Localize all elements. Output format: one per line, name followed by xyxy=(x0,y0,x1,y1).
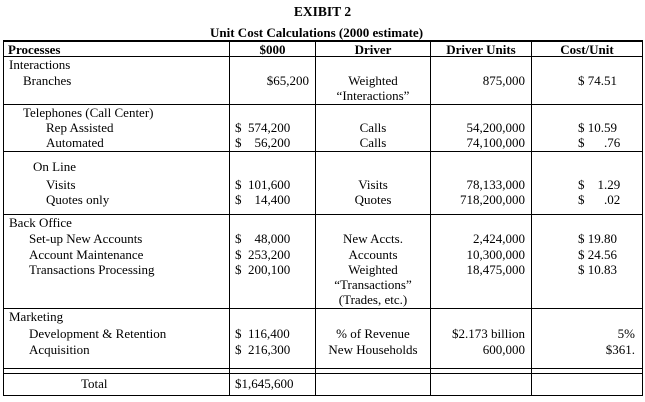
unit-cost-account-maintenance: $ 24.56 xyxy=(578,247,617,262)
unit-cost-branches: $ 74.51 xyxy=(578,73,617,88)
section-telephones: Telephones (Call Center) xyxy=(23,105,154,120)
unit-cost-acquisition: $361. xyxy=(605,342,635,357)
unit-cost-visits: $ 1.29 xyxy=(578,177,621,192)
unit-cost-rep-assisted: $ 10.59 xyxy=(578,120,617,135)
row-label-account-maintenance: Account Maintenance xyxy=(29,247,144,262)
row-label-acquisition: Acquisition xyxy=(29,342,90,357)
header-cost: $000 xyxy=(259,42,286,57)
row-label-visits: Visits xyxy=(46,177,76,192)
rule-after-telephones xyxy=(3,151,643,152)
rule-after-online xyxy=(3,214,643,215)
driver-account-maintenance: Accounts xyxy=(348,247,398,262)
rule-after-back-office xyxy=(3,308,643,309)
cost-total: $1,645,600 xyxy=(235,376,294,391)
exhibit-title: EXIBIT 2 xyxy=(293,4,352,19)
cost-visits: $ 101,600 xyxy=(235,177,291,192)
cost-development-retention: $ 116,400 xyxy=(235,326,290,341)
units-rep-assisted: 54,200,000 xyxy=(466,120,525,135)
driver-visits: Visits xyxy=(358,177,388,192)
units-branches: 875,000 xyxy=(482,73,525,88)
unit-cost-table xyxy=(3,40,643,396)
driver-acquisition: New Households xyxy=(328,342,418,357)
cost-account-maintenance: $ 253,200 xyxy=(235,247,291,262)
rule-after-marketing xyxy=(3,368,643,369)
header-driver-units: Driver Units xyxy=(446,42,516,57)
unit-cost-quotes-only: $ .02 xyxy=(578,192,621,207)
driver-quotes-only: Quotes xyxy=(354,192,392,207)
cost-branches: $65,200 xyxy=(266,73,309,88)
driver-development-retention: % of Revenue xyxy=(336,326,410,341)
row-label-total: Total xyxy=(81,376,108,391)
units-development-retention: $2.173 billion xyxy=(452,326,525,341)
col-rule-left xyxy=(3,40,4,396)
unit-cost-setup-accounts: $ 19.80 xyxy=(578,231,617,246)
driver-transactions-line1: Weighted xyxy=(348,262,398,277)
driver-transactions-line2: “Transactions” xyxy=(334,277,412,292)
units-transactions-processing: 18,475,000 xyxy=(466,262,525,277)
units-quotes-only: 718,200,000 xyxy=(460,192,525,207)
cost-quotes-only: $ 14,400 xyxy=(235,192,291,207)
driver-branches-line2: “Interactions” xyxy=(336,88,410,103)
units-account-maintenance: 10,300,000 xyxy=(466,247,525,262)
header-processes: Processes xyxy=(8,42,61,57)
col-rule-right xyxy=(642,40,643,396)
cost-setup-accounts: $ 48,000 xyxy=(235,231,291,246)
section-online: On Line xyxy=(33,159,76,174)
row-label-transactions-processing: Transactions Processing xyxy=(29,262,155,277)
row-label-branches: Branches xyxy=(23,73,72,88)
row-label-development-retention: Development & Retention xyxy=(29,326,167,341)
rule-bottom xyxy=(3,395,643,396)
row-label-quotes-only: Quotes only xyxy=(46,192,110,207)
driver-automated: Calls xyxy=(359,135,387,150)
unit-cost-development-retention: 5% xyxy=(617,326,635,341)
header-cost-unit: Cost/Unit xyxy=(560,42,614,57)
units-visits: 78,133,000 xyxy=(466,177,525,192)
cost-acquisition: $ 216,300 xyxy=(235,342,291,357)
row-label-setup-accounts: Set-up New Accounts xyxy=(29,231,143,246)
units-setup-accounts: 2,424,000 xyxy=(473,231,525,246)
section-marketing: Marketing xyxy=(9,309,64,324)
driver-rep-assisted: Calls xyxy=(359,120,387,135)
cost-automated: $ 56,200 xyxy=(235,135,291,150)
table-subtitle: Unit Cost Calculations (2000 estimate) xyxy=(210,25,424,40)
row-label-automated: Automated xyxy=(46,135,104,150)
cost-rep-assisted: $ 574,200 xyxy=(235,120,291,135)
units-acquisition: 600,000 xyxy=(482,342,525,357)
driver-transactions-line3: (Trades, etc.) xyxy=(338,292,408,307)
driver-branches-line1: Weighted xyxy=(348,73,398,88)
driver-setup-accounts: New Accts. xyxy=(343,231,403,246)
section-interactions: Interactions xyxy=(9,57,71,72)
section-back-office: Back Office xyxy=(9,215,72,230)
col-rule-1 xyxy=(229,40,230,396)
units-automated: 74,100,000 xyxy=(466,135,525,150)
unit-cost-transactions-processing: $ 10.83 xyxy=(578,262,617,277)
row-label-rep-assisted: Rep Assisted xyxy=(46,120,114,135)
header-driver: Driver xyxy=(354,42,392,57)
rule-before-total xyxy=(3,373,643,374)
cost-transactions-processing: $ 200,100 xyxy=(235,262,291,277)
unit-cost-automated: $ .76 xyxy=(578,135,621,150)
